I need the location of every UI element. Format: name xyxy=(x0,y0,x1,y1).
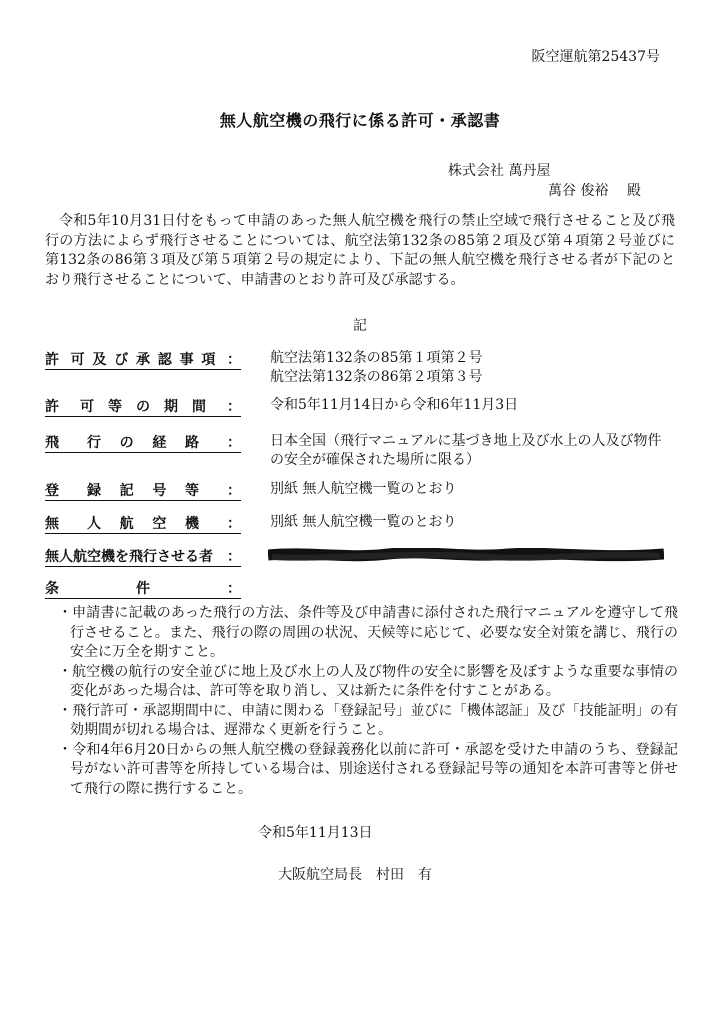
document-title: 無人航空機の飛行に係る許可・承認書 xyxy=(219,111,501,130)
label-char: 録 xyxy=(87,483,101,499)
label-approval-items xyxy=(45,349,241,370)
label-permit-period xyxy=(45,396,241,417)
label-char: 無 xyxy=(45,516,59,532)
label-char: ： xyxy=(227,435,242,451)
value-approval-items xyxy=(270,349,675,387)
label-char: 件 xyxy=(135,581,150,597)
label-char: 等 xyxy=(185,483,200,499)
value-registration: 別紙 無人航空機一覧のとおり xyxy=(270,481,457,497)
ki-heading: 記 xyxy=(353,318,367,334)
label-char: 事 xyxy=(179,352,194,368)
label-char: 期 xyxy=(164,399,178,415)
pilot-label-text: 無人航空機を飛行させる者 xyxy=(45,549,213,565)
label-char: ： xyxy=(227,516,242,532)
condition-item: ・航空機の航行の安全並びに地上及び水上の人及び物件の安全に影響を及ぼすような重要な事情の変化があった場合は、許可等を取り消し、又は新たに条件を付すことがある。 xyxy=(58,663,678,699)
issue-date: 令和5年11月13日 xyxy=(258,825,373,841)
label-pilot xyxy=(45,546,241,567)
value-aircraft: 別紙 無人航空機一覧のとおり xyxy=(270,514,457,530)
conditions-list xyxy=(58,604,678,799)
label-char: ： xyxy=(227,399,241,415)
label-char: 航 xyxy=(119,516,134,532)
label-conditions xyxy=(45,578,241,599)
label-char: 条 xyxy=(45,581,59,597)
addressee-company: 株式会社 萬丹屋 xyxy=(448,163,551,179)
approval-line: 航空法第132条の86第２項第３号 xyxy=(270,369,483,385)
document-number: 阪空運航第25437号 xyxy=(531,49,660,65)
label-char: の xyxy=(119,435,134,451)
label-char: 承 xyxy=(136,352,151,368)
redacted-pilot-name xyxy=(268,548,664,562)
label-flight-route xyxy=(45,432,241,453)
label-char: 路 xyxy=(185,435,200,451)
label-char: 項 xyxy=(201,352,216,368)
value-flight-route: 日本全国（飛行マニュアルに基づき地上及び水上の人及び物件の安全が確保された場所に限る） xyxy=(270,433,662,468)
label-char: 登 xyxy=(45,483,59,499)
label-char: 飛 xyxy=(45,435,59,451)
label-registration xyxy=(45,480,241,501)
label-char: 許 xyxy=(45,352,59,368)
label-char: 空 xyxy=(152,516,167,532)
condition-item: ・申請書に記載のあった飛行の方法、条件等及び申請書に添付された飛行マニュアルを遵守して飛行させること。また、飛行の際の周囲の状況、天候等に応じて、必要な安全対策を講じ、飛行の安全に万全を期すこと。 xyxy=(58,605,678,660)
label-char: 号 xyxy=(152,483,167,499)
label-char: 及 xyxy=(92,352,107,368)
label-char: ： xyxy=(227,483,242,499)
label-char: 経 xyxy=(152,435,167,451)
pilot-label-colon: ： xyxy=(227,549,241,565)
condition-item: ・令和4年6月20日からの無人航空機の登録義務化以前に許可・承認を受けた申請のうち、登録記号がない許可書等を所持している場合は、別途送付される登録記号等の通知を本許可書等と併せて飛行の際に携行すること。 xyxy=(58,741,678,797)
addressee-person: 萬谷 俊裕 殿 xyxy=(548,183,641,199)
label-char: 間 xyxy=(192,399,206,415)
label-char: 行 xyxy=(87,435,101,451)
label-char: 可 xyxy=(80,399,94,415)
label-char: 記 xyxy=(119,483,134,499)
label-char: 機 xyxy=(185,516,200,532)
condition-item: ・飛行許可・承認期間中に、申請に関わる「登録記号」並びに「機体認証」及び「技能証明」の有効期間が切れる場合は、遅滞なく更新を行うこと。 xyxy=(58,702,678,738)
issuer-signature: 大阪航空局長 村田 有 xyxy=(278,867,432,883)
intro-paragraph: 令和5年10月31日付をもって申請のあった無人航空機を飛行の禁止空域で飛行させること及び飛行の方法によらず飛行させることについては、航空法第132条の85第２項及び第４項第２号並びに第132条の86第３項及び第５項第２号の規定により、下記の無人航空機を飛行させる者が下記のとおり飛行させることについて、申請書のとおり許可及び承認する。 xyxy=(45,213,675,288)
approval-line: 航空法第132条の85第１項第２号 xyxy=(270,350,483,366)
label-char: 許 xyxy=(45,399,59,415)
label-char: 人 xyxy=(87,516,101,532)
label-char: ： xyxy=(226,581,241,597)
label-aircraft xyxy=(45,513,241,534)
label-char: 認 xyxy=(157,352,172,368)
label-char: ： xyxy=(227,352,242,368)
label-char: の xyxy=(136,399,150,415)
label-char: び xyxy=(114,352,129,368)
value-permit-period: 令和5年11月14日から令和6年11月3日 xyxy=(270,397,519,413)
label-char: 可 xyxy=(70,352,85,368)
label-char: 等 xyxy=(108,399,122,415)
